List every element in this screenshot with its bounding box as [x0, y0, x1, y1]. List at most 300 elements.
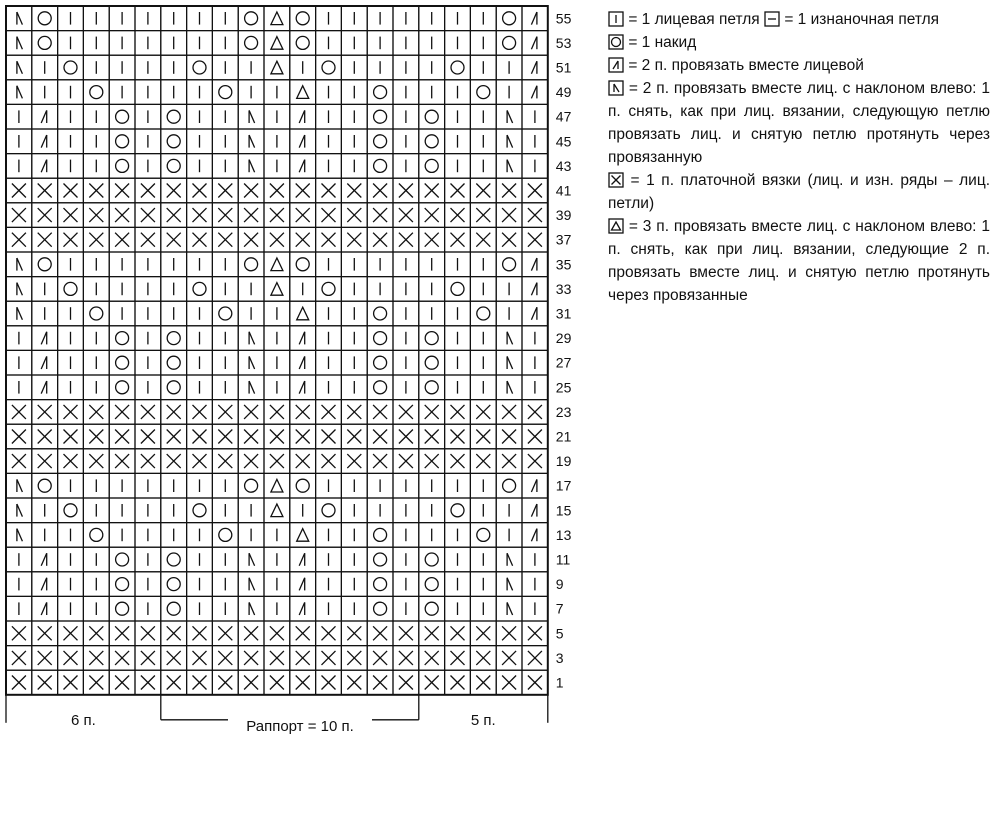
chart-cell-knit-stitch: [393, 596, 419, 621]
chart-cell-knit-stitch: [135, 31, 161, 56]
chart-cell-ssk: [238, 129, 264, 154]
chart-cell-knit-stitch: [264, 350, 290, 375]
chart-cell-k2tog: [290, 375, 316, 400]
chart-cell-knit-stitch: [187, 326, 213, 351]
chart-cell-knit-stitch: [522, 547, 548, 572]
chart-cell-garter-stitch: [83, 203, 109, 228]
chart-cell-yarn-over: [83, 301, 109, 326]
chart-cell-knit-stitch: [83, 596, 109, 621]
chart-cell-knit-stitch: [6, 375, 32, 400]
row-number: 1: [555, 674, 564, 691]
chart-cell-yarn-over: [419, 154, 445, 179]
chart-cell-knit-stitch: [161, 473, 187, 498]
chart-cell-sk2p-triangle: [290, 301, 316, 326]
chart-cell-garter-stitch: [522, 203, 548, 228]
chart-cell-knit-stitch: [419, 498, 445, 523]
chart-cell-yarn-over: [496, 6, 522, 31]
chart-cell-knit-stitch: [445, 80, 471, 105]
chart-cell-knit-stitch: [109, 31, 135, 56]
row-numbers: [556, 10, 572, 690]
chart-cell-knit-stitch: [290, 498, 316, 523]
chart-cell-yarn-over: [419, 104, 445, 129]
chart-cell-yarn-over: [58, 55, 84, 80]
legend-purl: = 1 изнаночная петля: [784, 11, 940, 28]
chart-cell-yarn-over: [419, 375, 445, 400]
chart-cell-garter-stitch: [419, 203, 445, 228]
chart-cell-k2tog: [32, 129, 58, 154]
chart-cell-knit-stitch: [135, 473, 161, 498]
chart-cell-knit-stitch: [135, 129, 161, 154]
chart-cell-knit-stitch: [161, 55, 187, 80]
chart-cell-knit-stitch: [470, 350, 496, 375]
row-number: 27: [555, 354, 572, 371]
yarn-over-icon: [608, 34, 624, 50]
chart-cell-knit-stitch: [135, 375, 161, 400]
chart-cell-knit-stitch: [496, 55, 522, 80]
chart-cell-knit-stitch: [6, 572, 32, 597]
label-6-stitches: 6 п.: [70, 711, 96, 729]
chart-cell-knit-stitch: [161, 523, 187, 548]
k2tog-icon: [608, 57, 624, 73]
chart-cell-garter-stitch: [212, 449, 238, 474]
row-number: 21: [555, 428, 572, 445]
chart-cell-sk2p-triangle: [264, 277, 290, 302]
chart-cell-garter-stitch: [135, 449, 161, 474]
chart-cell-knit-stitch: [393, 523, 419, 548]
chart-cell-knit-stitch: [445, 572, 471, 597]
chart-cell-garter-stitch: [290, 178, 316, 203]
chart-cell-garter-stitch: [290, 646, 316, 671]
chart-cell-knit-stitch: [470, 473, 496, 498]
chart-cell-knit-stitch: [316, 80, 342, 105]
chart-cell-garter-stitch: [83, 178, 109, 203]
chart-cell-knit-stitch: [6, 326, 32, 351]
chart-cell-garter-stitch: [83, 400, 109, 425]
chart-cell-k2tog: [290, 104, 316, 129]
chart-cell-knit-stitch: [135, 80, 161, 105]
chart-cell-k2tog: [522, 252, 548, 277]
chart-cell-knit-stitch: [316, 523, 342, 548]
chart-cell-ssk: [6, 252, 32, 277]
chart-cell-knit-stitch: [58, 523, 84, 548]
chart-cell-yarn-over: [83, 80, 109, 105]
chart-cell-k2tog: [522, 6, 548, 31]
chart-cell-knit-stitch: [316, 154, 342, 179]
chart-cell-k2tog: [32, 375, 58, 400]
chart-cell-knit-stitch: [264, 572, 290, 597]
chart-cell-knit-stitch: [83, 55, 109, 80]
chart-cell-k2tog: [32, 154, 58, 179]
chart-cell-sk2p-triangle: [264, 6, 290, 31]
chart-cell-garter-stitch: [187, 424, 213, 449]
chart-cell-knit-stitch: [264, 326, 290, 351]
chart-cell-yarn-over: [58, 277, 84, 302]
chart-cell-knit-stitch: [83, 473, 109, 498]
chart-cell-yarn-over: [367, 326, 393, 351]
chart-cell-garter-stitch: [470, 449, 496, 474]
chart-cell-yarn-over: [419, 596, 445, 621]
chart-cell-garter-stitch: [6, 424, 32, 449]
chart-cell-ssk: [6, 31, 32, 56]
chart-cell-knit-stitch: [341, 154, 367, 179]
chart-cell-garter-stitch: [316, 449, 342, 474]
chart-cell-garter-stitch: [212, 203, 238, 228]
chart-cell-knit-stitch: [316, 6, 342, 31]
chart-cell-garter-stitch: [58, 646, 84, 671]
chart-cell-garter-stitch: [419, 670, 445, 695]
chart-cell-yarn-over: [290, 252, 316, 277]
row-number: 45: [555, 133, 572, 150]
chart-cell-garter-stitch: [290, 400, 316, 425]
chart-cell-knit-stitch: [393, 55, 419, 80]
chart-cell-knit-stitch: [264, 80, 290, 105]
chart-cell-knit-stitch: [290, 55, 316, 80]
chart-cell-knit-stitch: [32, 301, 58, 326]
chart-cell-k2tog: [290, 572, 316, 597]
chart-cell-k2tog: [32, 596, 58, 621]
chart-cell-knit-stitch: [393, 498, 419, 523]
chart-cell-knit-stitch: [393, 80, 419, 105]
chart-cell-yarn-over: [161, 572, 187, 597]
chart-cell-garter-stitch: [6, 621, 32, 646]
chart-cell-garter-stitch: [316, 646, 342, 671]
chart-cell-knit-stitch: [341, 301, 367, 326]
chart-cell-knit-stitch: [212, 104, 238, 129]
chart-cell-knit-stitch: [522, 154, 548, 179]
row-number: 17: [555, 477, 572, 494]
chart-cell-garter-stitch: [522, 646, 548, 671]
chart-cell-knit-stitch: [367, 252, 393, 277]
chart-cell-knit-stitch: [341, 596, 367, 621]
chart-cell-garter-stitch: [470, 178, 496, 203]
chart-cell-knit-stitch: [187, 104, 213, 129]
chart-cell-knit-stitch: [496, 80, 522, 105]
chart-cell-ssk: [6, 55, 32, 80]
chart-cell-knit-stitch: [341, 547, 367, 572]
chart-cell-yarn-over: [58, 498, 84, 523]
chart-cell-garter-stitch: [238, 227, 264, 252]
chart-cell-knit-stitch: [83, 350, 109, 375]
chart-cell-knit-stitch: [32, 80, 58, 105]
chart-cell-garter-stitch: [496, 670, 522, 695]
chart-cell-knit-stitch: [316, 596, 342, 621]
chart-cell-knit-stitch: [341, 523, 367, 548]
chart-cell-garter-stitch: [83, 424, 109, 449]
chart-cell-ssk: [238, 154, 264, 179]
chart-cell-knit-stitch: [135, 547, 161, 572]
chart-cell-knit-stitch: [187, 350, 213, 375]
chart-cell-garter-stitch: [522, 400, 548, 425]
chart-cell-knit-stitch: [316, 252, 342, 277]
chart-cell-knit-stitch: [316, 326, 342, 351]
chart-cell-garter-stitch: [135, 621, 161, 646]
chart-cell-knit-stitch: [393, 129, 419, 154]
chart-cell-garter-stitch: [393, 203, 419, 228]
chart-cell-garter-stitch: [264, 227, 290, 252]
chart-cell-k2tog: [522, 523, 548, 548]
chart-cell-knit-stitch: [341, 31, 367, 56]
chart-cell-yarn-over: [109, 375, 135, 400]
chart-cell-yarn-over: [316, 55, 342, 80]
chart-cell-k2tog: [32, 104, 58, 129]
chart-cell-knit-stitch: [58, 31, 84, 56]
chart-cell-garter-stitch: [264, 621, 290, 646]
chart-cell-knit-stitch: [83, 326, 109, 351]
chart-cell-ssk: [496, 572, 522, 597]
chart-cell-garter-stitch: [212, 227, 238, 252]
chart-cell-knit-stitch: [109, 301, 135, 326]
chart-cell-knit-stitch: [83, 129, 109, 154]
chart-cell-garter-stitch: [161, 670, 187, 695]
chart-cell-garter-stitch: [290, 621, 316, 646]
chart-cell-knit-stitch: [316, 129, 342, 154]
chart-cell-yarn-over: [419, 547, 445, 572]
chart-cell-knit-stitch: [445, 154, 471, 179]
chart-cell-garter-stitch: [187, 670, 213, 695]
chart-cell-garter-stitch: [83, 227, 109, 252]
row-number: 15: [555, 502, 572, 519]
chart-cell-k2tog: [522, 473, 548, 498]
chart-cell-garter-stitch: [58, 178, 84, 203]
chart-cell-garter-stitch: [445, 646, 471, 671]
chart-cell-garter-stitch: [290, 424, 316, 449]
chart-cell-yarn-over: [290, 473, 316, 498]
chart-cell-yarn-over: [161, 104, 187, 129]
chart-cell-knit-stitch: [135, 498, 161, 523]
legend-garter: = 1 п. платочной вязки (лиц. и изн. ряды – лиц. петли): [608, 172, 991, 212]
row-number: 25: [555, 379, 572, 396]
chart-cell-knit-stitch: [393, 301, 419, 326]
chart-cell-ssk: [496, 129, 522, 154]
chart-cell-yarn-over: [187, 277, 213, 302]
chart-cell-yarn-over: [161, 547, 187, 572]
chart-cell-garter-stitch: [522, 449, 548, 474]
chart-cell-garter-stitch: [316, 424, 342, 449]
chart-cell-knit-stitch: [135, 350, 161, 375]
chart-cell-ssk: [238, 326, 264, 351]
chart-cell-ssk: [6, 523, 32, 548]
legend-line-knit-purl: [608, 8, 990, 31]
chart-cell-ssk: [496, 104, 522, 129]
chart-cell-garter-stitch: [264, 646, 290, 671]
chart-cell-knit-stitch: [445, 547, 471, 572]
row-number: 13: [555, 526, 572, 543]
chart-cell-yarn-over: [32, 252, 58, 277]
chart-cell-garter-stitch: [419, 178, 445, 203]
chart-cell-garter-stitch: [393, 227, 419, 252]
chart-cell-garter-stitch: [445, 178, 471, 203]
chart-cell-knit-stitch: [135, 572, 161, 597]
chart-cell-knit-stitch: [496, 523, 522, 548]
chart-cell-knit-stitch: [212, 277, 238, 302]
chart-cell-ssk: [6, 473, 32, 498]
chart-cell-garter-stitch: [212, 424, 238, 449]
row-number: 31: [555, 305, 572, 322]
chart-cell-knit-stitch: [6, 154, 32, 179]
chart-cell-knit-stitch: [445, 523, 471, 548]
chart-cell-garter-stitch: [316, 400, 342, 425]
chart-cell-knit-stitch: [58, 6, 84, 31]
chart-cell-yarn-over: [109, 104, 135, 129]
chart-cell-yarn-over: [109, 129, 135, 154]
chart-cell-knit-stitch: [393, 326, 419, 351]
chart-cell-yarn-over: [238, 252, 264, 277]
chart-cell-knit-stitch: [419, 523, 445, 548]
chart-cell-knit-stitch: [445, 301, 471, 326]
chart-cell-garter-stitch: [238, 449, 264, 474]
chart-cell-knit-stitch: [83, 547, 109, 572]
chart-cell-knit-stitch: [264, 596, 290, 621]
chart-cell-k2tog: [522, 31, 548, 56]
chart-cell-k2tog: [32, 326, 58, 351]
chart-cell-knit-stitch: [341, 473, 367, 498]
chart-cell-knit-stitch: [522, 104, 548, 129]
chart-cell-garter-stitch: [445, 621, 471, 646]
chart-cell-ssk: [6, 277, 32, 302]
chart-cell-knit-stitch: [419, 31, 445, 56]
chart-cell-garter-stitch: [264, 424, 290, 449]
chart-cell-yarn-over: [367, 596, 393, 621]
chart-cell-knit-stitch: [161, 498, 187, 523]
chart-cell-knit-stitch: [32, 55, 58, 80]
chart-cell-ssk: [6, 498, 32, 523]
chart-cell-knit-stitch: [470, 154, 496, 179]
chart-cell-garter-stitch: [187, 227, 213, 252]
chart-cell-knit-stitch: [212, 596, 238, 621]
chart-cell-garter-stitch: [496, 424, 522, 449]
chart-cell-knit-stitch: [58, 350, 84, 375]
chart-cell-yarn-over: [316, 498, 342, 523]
chart-cell-knit-stitch: [109, 523, 135, 548]
chart-cell-ssk: [496, 547, 522, 572]
chart-cell-knit-stitch: [341, 277, 367, 302]
chart-cell-garter-stitch: [367, 670, 393, 695]
chart-cell-knit-stitch: [135, 252, 161, 277]
chart-cell-garter-stitch: [341, 400, 367, 425]
chart-cell-garter-stitch: [6, 670, 32, 695]
chart-cell-knit-stitch: [316, 473, 342, 498]
chart-cell-ssk: [6, 80, 32, 105]
chart-cell-knit-stitch: [470, 31, 496, 56]
row-number: 29: [555, 330, 572, 347]
chart-cell-garter-stitch: [32, 670, 58, 695]
chart-cell-ssk: [6, 6, 32, 31]
chart-cell-k2tog: [522, 277, 548, 302]
chart-cell-knit-stitch: [58, 104, 84, 129]
chart-cell-garter-stitch: [109, 621, 135, 646]
chart-cell-knit-stitch: [212, 473, 238, 498]
chart-cell-knit-stitch: [470, 55, 496, 80]
chart-cell-garter-stitch: [161, 178, 187, 203]
chart-cell-knit-stitch: [6, 104, 32, 129]
chart-cell-garter-stitch: [522, 227, 548, 252]
chart-cell-knit-stitch: [264, 375, 290, 400]
chart-cell-knit-stitch: [212, 498, 238, 523]
chart-cell-knit-stitch: [367, 473, 393, 498]
legend: [608, 8, 990, 307]
chart-cell-knit-stitch: [187, 129, 213, 154]
row-number: 37: [555, 231, 572, 248]
chart-cell-knit-stitch: [83, 154, 109, 179]
chart-cell-ssk: [238, 596, 264, 621]
chart-cell-garter-stitch: [264, 449, 290, 474]
chart-cell-k2tog: [32, 547, 58, 572]
chart-cell-garter-stitch: [419, 449, 445, 474]
chart-cell-garter-stitch: [238, 203, 264, 228]
chart-cell-knit-stitch: [32, 523, 58, 548]
chart-cell-yarn-over: [212, 301, 238, 326]
chart-cell-knit-stitch: [470, 498, 496, 523]
chart-cell-knit-stitch: [445, 473, 471, 498]
chart-cell-knit-stitch: [135, 523, 161, 548]
chart-cell-garter-stitch: [496, 400, 522, 425]
chart-cell-knit-stitch: [238, 301, 264, 326]
chart-cell-knit-stitch: [109, 277, 135, 302]
chart-cell-knit-stitch: [238, 523, 264, 548]
chart-cell-garter-stitch: [6, 227, 32, 252]
chart-cell-knit-stitch: [445, 326, 471, 351]
chart-cell-knit-stitch: [32, 498, 58, 523]
chart-cell-knit-stitch: [187, 473, 213, 498]
chart-cell-garter-stitch: [238, 670, 264, 695]
chart-cell-yarn-over: [161, 326, 187, 351]
knit-stitch-icon: [608, 11, 624, 27]
chart-cell-knit-stitch: [445, 31, 471, 56]
row-number: 7: [555, 600, 564, 617]
chart-cell-garter-stitch: [32, 424, 58, 449]
row-number: 39: [555, 207, 572, 224]
chart-cell-yarn-over: [109, 154, 135, 179]
chart-cell-garter-stitch: [135, 400, 161, 425]
chart-cell-garter-stitch: [212, 621, 238, 646]
chart-cell-yarn-over: [367, 523, 393, 548]
chart-cell-knit-stitch: [238, 55, 264, 80]
chart-cell-garter-stitch: [6, 646, 32, 671]
chart-cell-garter-stitch: [161, 449, 187, 474]
chart-cell-garter-stitch: [161, 424, 187, 449]
chart-cell-knit-stitch: [212, 129, 238, 154]
chart-cell-yarn-over: [187, 498, 213, 523]
chart-cell-garter-stitch: [445, 227, 471, 252]
chart-cell-knit-stitch: [445, 375, 471, 400]
chart-cell-knit-stitch: [341, 55, 367, 80]
chart-cell-garter-stitch: [341, 449, 367, 474]
chart-cell-knit-stitch: [470, 6, 496, 31]
chart-cell-knit-stitch: [264, 523, 290, 548]
chart-cell-ssk: [238, 350, 264, 375]
chart-cell-garter-stitch: [367, 424, 393, 449]
chart-cell-k2tog: [522, 80, 548, 105]
chart-cell-yarn-over: [367, 350, 393, 375]
chart-cell-garter-stitch: [187, 203, 213, 228]
chart-cell-sk2p-triangle: [264, 55, 290, 80]
chart-cell-garter-stitch: [470, 424, 496, 449]
legend-line-garter: [608, 169, 990, 215]
chart-cell-yarn-over: [161, 375, 187, 400]
chart-cell-garter-stitch: [522, 178, 548, 203]
chart-cell-yarn-over: [419, 326, 445, 351]
chart-cell-garter-stitch: [6, 178, 32, 203]
chart-cell-k2tog: [290, 154, 316, 179]
row-number: 49: [555, 84, 572, 101]
chart-cell-garter-stitch: [83, 449, 109, 474]
chart-cell-yarn-over: [419, 572, 445, 597]
chart-cell-garter-stitch: [109, 203, 135, 228]
chart-cell-knit-stitch: [470, 547, 496, 572]
chart-cell-knit-stitch: [341, 80, 367, 105]
chart-cell-yarn-over: [290, 6, 316, 31]
chart-cell-yarn-over: [367, 301, 393, 326]
